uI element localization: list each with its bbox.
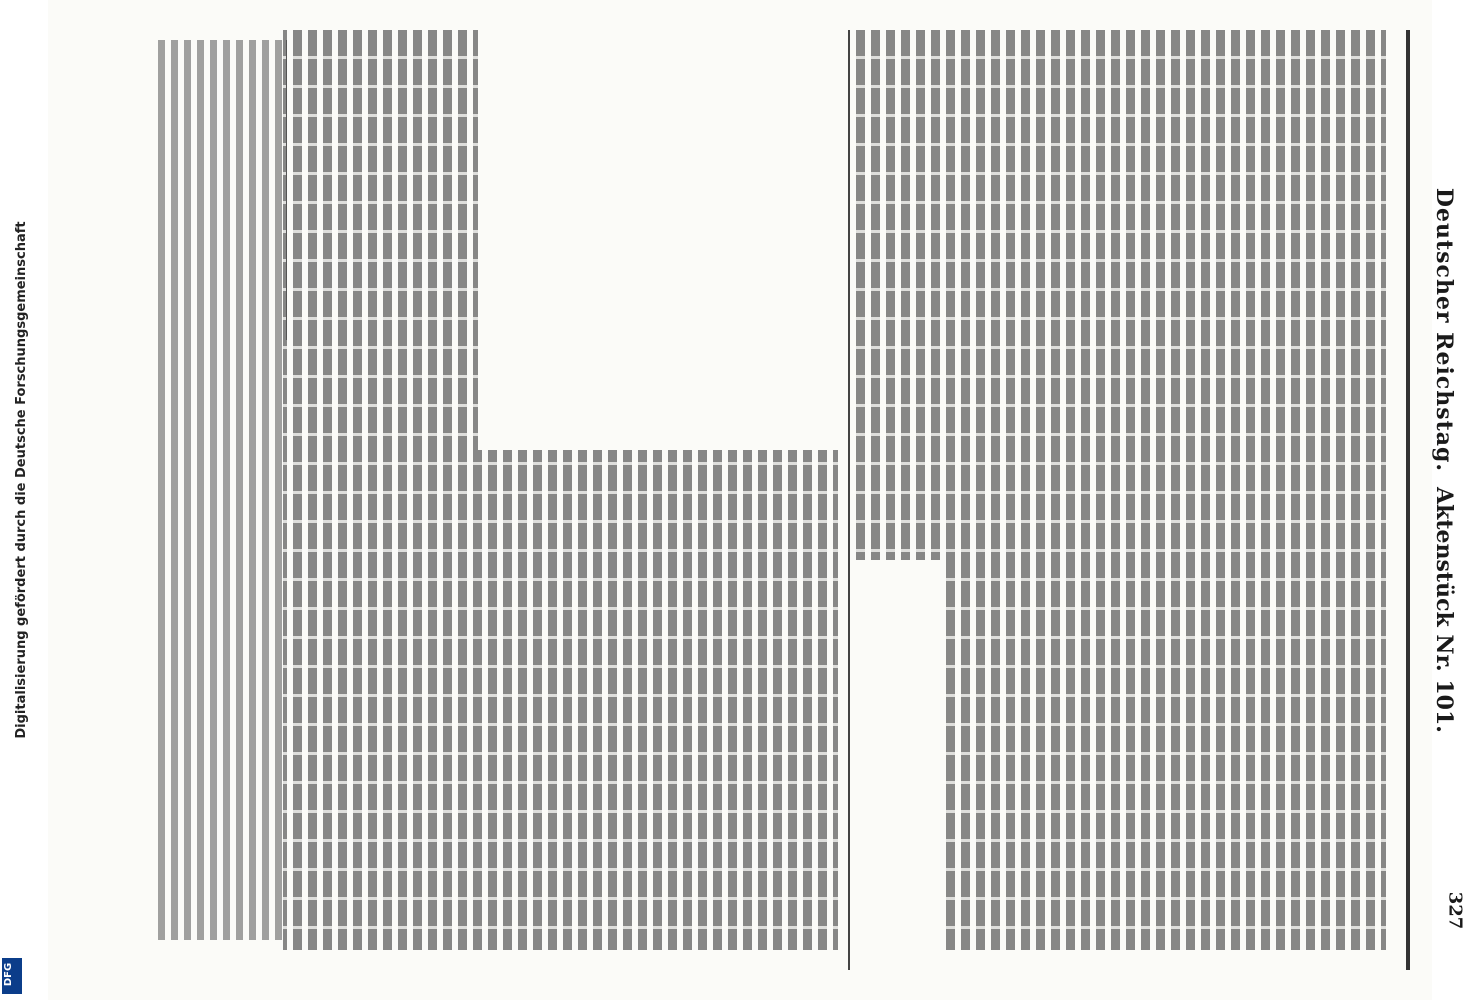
footnote-rule [286,40,287,340]
running-header-ref [1424,420,1464,800]
page-number [1440,880,1470,940]
column-divider [848,30,850,970]
column-gap [478,30,858,450]
page-number-text: 327 [1444,891,1466,929]
column-end-space [856,560,946,950]
footnote-text [158,40,283,940]
header-rule [1406,30,1410,970]
header-doc-ref: Aktenstück Nr. 101. [1431,487,1458,733]
digitization-footer [0,0,48,1000]
digitization-credit: Digitalisierung gefördert durch die Deutsche Forschungsgemeinschaft [14,221,29,739]
dfg-logo-text: DFG [3,962,15,987]
header-title: Deutscher Reichstag. [1431,187,1458,473]
page-scan [48,0,1466,1000]
dfg-logo-icon [2,958,22,994]
